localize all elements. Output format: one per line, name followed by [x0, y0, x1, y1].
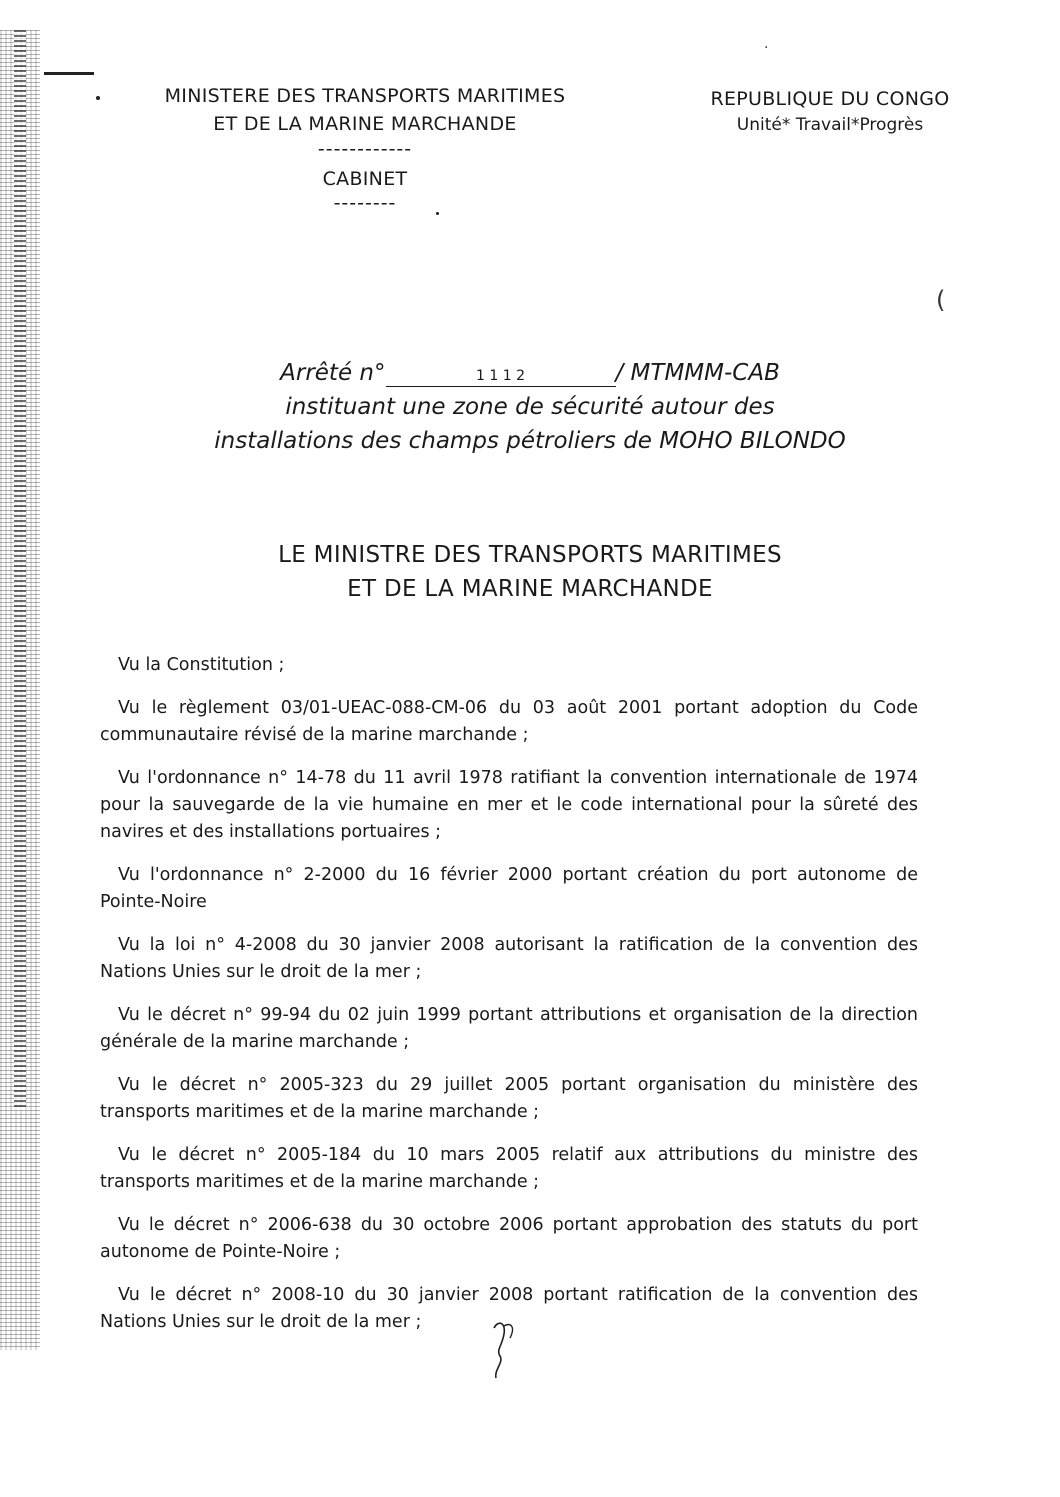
scan-dot	[96, 96, 100, 100]
visa-item: Vu le règlement 03/01-UEAC-088-CM-06 du 03 août 2001 portant adoption du Code communautaire révisé de la marine marchande ;	[100, 698, 918, 745]
header-separator: ------------	[317, 138, 413, 160]
visa-item: Vu la Constitution ;	[118, 655, 285, 675]
visa-item: Vu le décret n° 2005-184 du 10 mars 2005 relatif aux attributions du ministre des transports maritimes et de la marine marchande ;	[100, 1145, 918, 1192]
cabinet-label: CABINET	[322, 168, 408, 190]
decree-suffix: / MTMMM-CAB	[615, 360, 780, 386]
visa-item: Vu le décret n° 99-94 du 02 juin 1999 portant attributions et organisation de la direction générale de la marine marchande ;	[100, 1005, 918, 1052]
header-separator: --------	[333, 192, 397, 214]
decree-number-line	[150, 356, 910, 390]
scan-dash-mark	[44, 72, 94, 75]
handwritten-initials	[484, 1316, 524, 1384]
visa-item: Vu le décret n° 2008-10 du 30 janvier 2008 portant ratification de la convention des Nations Unies sur le droit de la mer ;	[100, 1285, 918, 1332]
decree-number: 1 1 1 2	[386, 366, 616, 387]
scan-speck: ·	[764, 40, 769, 56]
national-motto: Unité* Travail*Progrès	[736, 115, 924, 135]
country-name: REPUBLIQUE DU CONGO	[710, 88, 950, 110]
visa-item: Vu le décret n° 2006-638 du 30 octobre 2006 portant approbation des statuts du port autonome de Pointe-Noire ;	[100, 1215, 918, 1262]
margin-mark: (	[936, 286, 946, 314]
visas-list	[100, 652, 918, 1352]
minister-line-2: ET DE LA MARINE MARCHANDE	[347, 576, 713, 602]
ministry-line-1: MINISTERE DES TRANSPORTS MARITIMES	[164, 85, 566, 107]
scan-edge-artifact-inner	[14, 30, 26, 1110]
decree-subject-line-2: installations des champs pétroliers de MOHO BILONDO	[214, 428, 846, 454]
ministry-line-2: ET DE LA MARINE MARCHANDE	[213, 113, 517, 135]
visa-item: Vu l'ordonnance n° 14-78 du 11 avril 1978 ratifiant la convention internationale de 1974 pour la sauvegarde de la vie humaine en mer et le code international pour la sûreté des navires et des installations portuaires ;	[100, 768, 918, 842]
ministry-header	[140, 82, 590, 214]
minister-line-1: LE MINISTRE DES TRANSPORTS MARITIMES	[278, 542, 782, 568]
visa-item: Vu la loi n° 4-2008 du 30 janvier 2008 autorisant la ratification de la convention des Nations Unies sur le droit de la mer ;	[100, 935, 918, 982]
minister-heading	[150, 538, 910, 606]
decree-prefix: Arrêté n°	[280, 360, 386, 386]
visa-item: Vu le décret n° 2005-323 du 29 juillet 2005 portant organisation du ministère des transports maritimes et de la marine marchande ;	[100, 1075, 918, 1122]
republic-header	[690, 86, 970, 138]
visa-item: Vu l'ordonnance n° 2-2000 du 16 février 2000 portant création du port autonome de Pointe-Noire	[100, 865, 918, 912]
decree-subject-line-1: instituant une zone de sécurité autour des	[285, 394, 775, 420]
decree-title	[150, 356, 910, 458]
